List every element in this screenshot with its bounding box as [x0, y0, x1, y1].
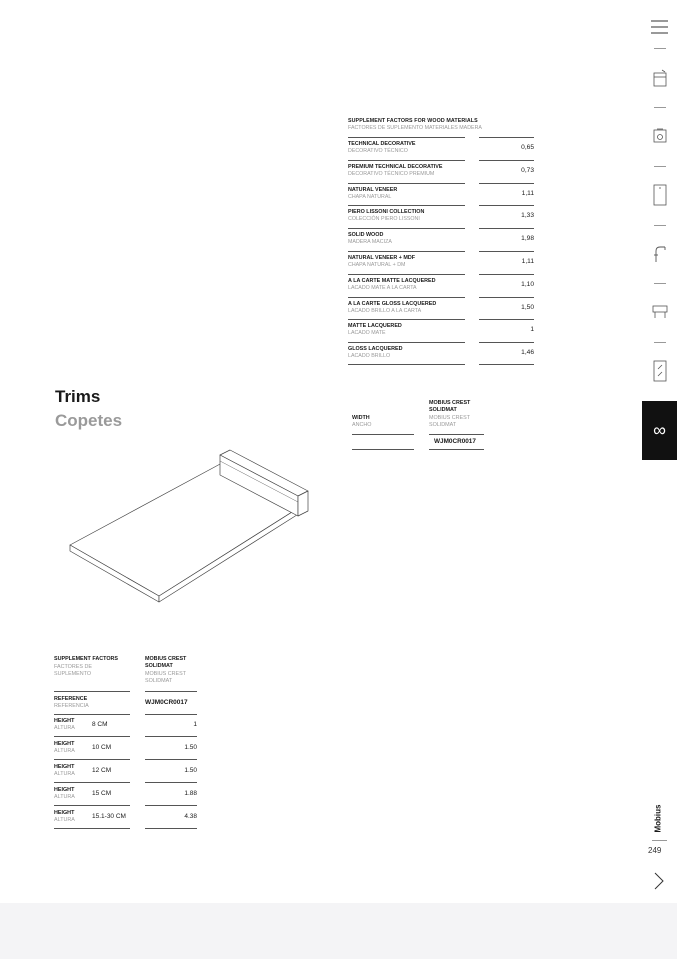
factor-value: 1.50 — [184, 767, 197, 774]
column-header-es: FACTORES DE — [54, 664, 92, 670]
column-header-es: SOLIDMAT — [145, 678, 173, 684]
table-row: HEIGHT ALTURA 15.1-30 CM 4.38 — [54, 806, 199, 829]
supplement-table-title: SUPPLEMENT FACTORS FOR WOOD MATERIALS — [348, 118, 478, 124]
infinity-icon[interactable]: ∞ — [642, 401, 677, 460]
column-header: MOBIUS CREST — [429, 400, 471, 406]
table-row: A LA CARTE GLOSS LACQUERED LACADO BRILLO A LA CARTA 1,50 — [348, 297, 534, 320]
table-row: A LA CARTE MATTE LACQUERED LACADO MATE A LA CARTA 1,10 — [348, 274, 534, 297]
brand-label: Mobius — [653, 804, 663, 833]
section-title: Trims — [55, 387, 101, 406]
column-header: SUPPLEMENT FACTORS — [54, 656, 118, 662]
factor-value: 1.50 — [184, 744, 197, 751]
table-row: NATURAL VENEER CHAPA NATURAL 1,11 — [348, 183, 534, 206]
menu-icon[interactable] — [650, 17, 669, 37]
kitchen-unit-icon[interactable] — [650, 68, 669, 88]
column-header: MOBIUS CREST — [145, 656, 187, 662]
page-number: 249 — [648, 846, 662, 855]
factor-value: 1 — [193, 721, 197, 728]
factor-value: 1 — [530, 326, 534, 334]
reference-code: WJM0CR0017 — [434, 438, 476, 445]
factor-value: 0,65 — [521, 144, 534, 151]
width-table — [352, 400, 492, 455]
supplement-factors-table — [348, 118, 534, 365]
table-row: GLOSS LACQUERED LACADO BRILLO 1,46 — [348, 342, 534, 365]
height-size: 10 CM — [92, 744, 112, 751]
column-header: SOLIDMAT — [429, 407, 457, 413]
factor-value: 0,73 — [521, 166, 534, 174]
column-header: SOLIDMAT — [145, 663, 173, 669]
panel-icon[interactable] — [650, 361, 669, 381]
row-label: REFERENCE — [54, 696, 88, 702]
table-row: HEIGHT ALTURA 15 CM 1.88 — [54, 783, 199, 806]
row-label-es: REFERENCIA — [54, 703, 89, 709]
table-row: MATTE LACQUERED LACADO MATE 1 — [348, 319, 534, 342]
tall-cabinet-icon[interactable] — [650, 185, 669, 205]
trim-line-drawing — [64, 445, 314, 610]
column-header: WIDTH — [352, 415, 370, 421]
height-size: 8 CM — [92, 721, 108, 728]
footer-band — [0, 903, 677, 959]
factor-value: 1,46 — [521, 349, 534, 357]
oven-icon[interactable] — [650, 126, 669, 146]
column-header-es: SUPLEMENTO — [54, 671, 92, 677]
factor-value: 1,11 — [521, 189, 534, 197]
factor-value: 1,10 — [521, 280, 534, 288]
table-row: HEIGHT ALTURA 10 CM 1.50 — [54, 737, 199, 760]
factor-value: 1.88 — [184, 790, 197, 797]
table-row: HEIGHT ALTURA 12 CM 1.50 — [54, 760, 199, 783]
table-row: PREMIUM TECHNICAL DECORATIVE DECORATIVO TÉCNICO PREMIUM 0,73 — [348, 160, 534, 183]
reference-code: WJM0CR0017 — [145, 699, 188, 706]
table-row: PIERO LISSONI COLLECTION COLECCIÓN PIERO LISSONI 1,33 — [348, 205, 534, 228]
column-header-es: SOLIDMAT — [429, 422, 457, 428]
supplement-table-subtitle: FACTORES DE SUPLEMENTO MATERIALES MADERA — [348, 125, 482, 131]
column-header-es: MOBIUS CREST — [429, 415, 471, 421]
factor-value: 1,50 — [521, 303, 534, 311]
next-page-icon[interactable] — [648, 870, 668, 892]
factor-value: 4.38 — [184, 813, 197, 820]
bench-icon[interactable] — [650, 302, 669, 322]
factor-value: 1,11 — [521, 257, 534, 265]
table-row: SOLID WOOD MADERA MACIZA 1,98 — [348, 228, 534, 251]
table-row: HEIGHT ALTURA 8 CM 1 — [54, 714, 199, 737]
section-sidebar — [642, 0, 677, 903]
column-header-es: ANCHO — [352, 422, 372, 428]
factor-value: 1,33 — [521, 212, 534, 220]
height-size: 15.1-30 CM — [92, 813, 126, 820]
table-row: NATURAL VENEER + MDF CHAPA NATURAL + DM 1,11 — [348, 251, 534, 274]
tap-icon[interactable] — [650, 244, 669, 264]
table-row: TECHNICAL DECORATIVE DECORATIVO TÉCNICO 0,65 — [348, 137, 534, 160]
factor-value: 1,98 — [521, 235, 534, 243]
column-header-es: MOBIUS CREST — [145, 671, 187, 677]
height-size: 15 CM — [92, 790, 112, 797]
section-subtitle: Copetes — [55, 411, 123, 430]
height-size: 12 CM — [92, 767, 112, 774]
